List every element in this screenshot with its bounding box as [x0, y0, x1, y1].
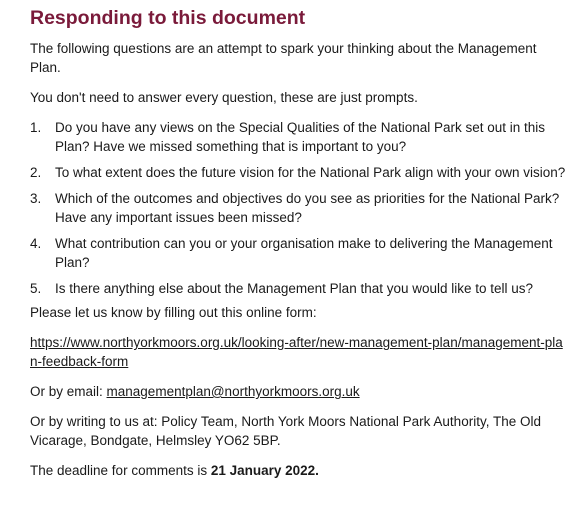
questions-list — [30, 118, 567, 298]
list-item-text: What contribution can you or your organisation make to delivering the Management Plan? — [55, 236, 553, 270]
form-prompt: Please let us know by filling out this online form: — [30, 305, 317, 320]
email-paragraph — [30, 382, 567, 401]
list-item-text: Do you have any views on the Special Qualities of the National Park set out in this Plan? Have we missed something that is important to you? — [55, 120, 546, 154]
deadline-paragraph — [30, 461, 567, 480]
list-item — [30, 189, 567, 227]
list-item-text: Is there anything else about the Management Plan that you would like to tell us? — [55, 281, 534, 296]
list-item-number: 2. — [30, 165, 42, 180]
email-link[interactable]: managementplan@northyorkmoors.org.uk — [106, 384, 360, 399]
intro-paragraph: The following questions are an attempt to spark your thinking about the Management Plan. — [30, 41, 537, 75]
list-item-number: 5. — [30, 281, 42, 296]
list-item-text: Which of the outcomes and objectives do you see as priorities for the National Park? Have any important issues been missed? — [55, 191, 560, 225]
note-paragraph: You don't need to answer every question, these are just prompts. — [30, 90, 418, 105]
list-item-number: 3. — [30, 191, 42, 206]
page-title: Responding to this document — [30, 7, 306, 29]
feedback-form-link[interactable]: https://www.northyorkmoors.org.uk/looking-after/new-management-plan/management-plan-feedback-form — [30, 335, 563, 369]
deadline-prefix: The deadline for comments is — [30, 463, 211, 478]
list-item — [30, 163, 567, 182]
list-item — [30, 118, 567, 156]
list-item-number: 1. — [30, 120, 42, 135]
form-url-paragraph — [30, 333, 567, 371]
list-item-text: To what extent does the future vision for the National Park align with your own vision? — [55, 165, 566, 180]
email-prefix: Or by email: — [30, 384, 107, 399]
postal-address-paragraph: Or by writing to us at: Policy Team, North York Moors National Park Authority, The Old Vicarage, Bondgate, Helmsley YO62 5BP. — [30, 414, 541, 448]
deadline-date: 21 January 2022. — [210, 463, 319, 478]
list-item — [30, 234, 567, 272]
list-item — [30, 279, 567, 298]
list-item-number: 4. — [30, 236, 42, 251]
